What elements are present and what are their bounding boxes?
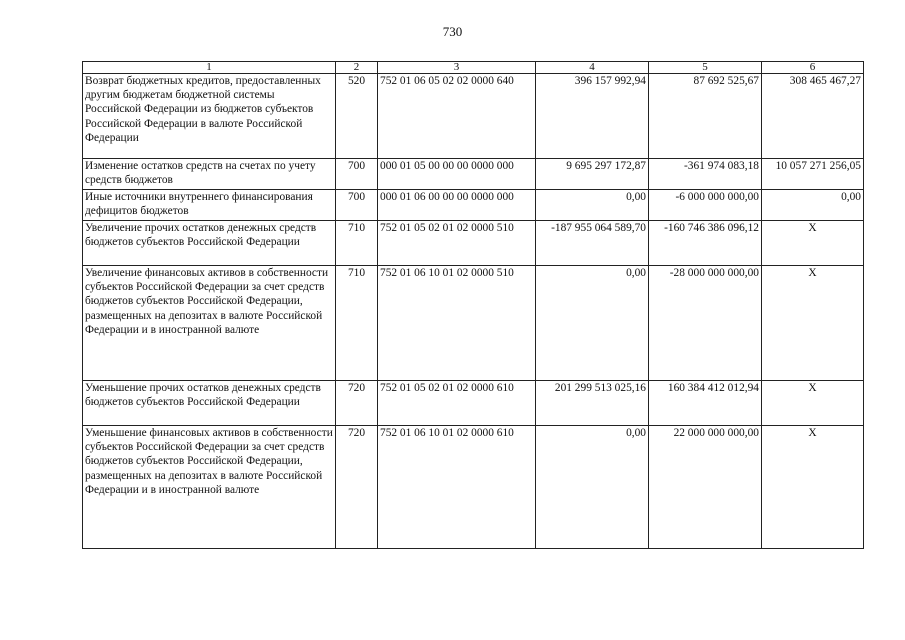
row-value-col4: 0,00	[536, 426, 649, 549]
row-value-col6: X	[762, 221, 864, 266]
row-classification-code: 752 01 05 02 01 02 0000 510	[378, 221, 536, 266]
table-row	[83, 190, 864, 221]
row-description: Увеличение финансовых активов в собственности субъектов Российской Федерации за счет средств бюджетов субъектов Российской Федерации, размещенных на депозитах в валюте Российской Федерации и в иностранной валюте	[83, 266, 336, 381]
row-line-code: 700	[336, 190, 378, 221]
row-value-col6: 0,00	[762, 190, 864, 221]
row-value-col4: 0,00	[536, 190, 649, 221]
column-header-5: 5	[649, 62, 762, 74]
header-row	[83, 62, 864, 74]
row-value-col4: 201 299 513 025,16	[536, 381, 649, 426]
row-classification-code: 000 01 06 00 00 00 0000 000	[378, 190, 536, 221]
row-value-col5: 22 000 000 000,00	[649, 426, 762, 549]
row-description: Увеличение прочих остатков денежных средств бюджетов субъектов Российской Федерации	[83, 221, 336, 266]
column-header-2: 2	[336, 62, 378, 74]
row-classification-code: 752 01 06 10 01 02 0000 610	[378, 426, 536, 549]
row-value-col5: -6 000 000 000,00	[649, 190, 762, 221]
row-line-code: 520	[336, 74, 378, 159]
row-description: Уменьшение прочих остатков денежных средств бюджетов субъектов Российской Федерации	[83, 381, 336, 426]
row-description: Уменьшение финансовых активов в собственности субъектов Российской Федерации за счет средств бюджетов субъектов Российской Федерации, размещенных на депозитах в валюте Российской Федерации и в иностранной валюте	[83, 426, 336, 549]
column-header-3: 3	[378, 62, 536, 74]
row-line-code: 710	[336, 266, 378, 381]
column-header-1: 1	[83, 62, 336, 74]
table-row	[83, 381, 864, 426]
table-row	[83, 266, 864, 381]
row-value-col5: -28 000 000 000,00	[649, 266, 762, 381]
row-classification-code: 752 01 06 05 02 02 0000 640	[378, 74, 536, 159]
row-value-col5: 87 692 525,67	[649, 74, 762, 159]
row-value-col6: 10 057 271 256,05	[762, 159, 864, 190]
row-classification-code: 752 01 06 10 01 02 0000 510	[378, 266, 536, 381]
table-row	[83, 426, 864, 549]
row-value-col4: 396 157 992,94	[536, 74, 649, 159]
budget-sources-table	[82, 61, 864, 549]
row-description: Возврат бюджетных кредитов, предоставленных другим бюджетам бюджетной системы Российской Федерации из бюджетов субъектов Российской Федерации в валюте Российской Федерации	[83, 74, 336, 159]
row-line-code: 720	[336, 426, 378, 549]
row-value-col6: X	[762, 266, 864, 381]
row-value-col5: -361 974 083,18	[649, 159, 762, 190]
row-description: Изменение остатков средств на счетах по учету средств бюджетов	[83, 159, 336, 190]
table-row	[83, 221, 864, 266]
row-description: Иные источники внутреннего финансирования дефицитов бюджетов	[83, 190, 336, 221]
row-value-col4: -187 955 064 589,70	[536, 221, 649, 266]
page-number: 730	[442, 24, 463, 39]
row-classification-code: 752 01 05 02 01 02 0000 610	[378, 381, 536, 426]
row-value-col4: 9 695 297 172,87	[536, 159, 649, 190]
row-line-code: 710	[336, 221, 378, 266]
column-header-6: 6	[762, 62, 864, 74]
row-value-col4: 0,00	[536, 266, 649, 381]
row-line-code: 720	[336, 381, 378, 426]
row-value-col6: X	[762, 381, 864, 426]
row-value-col6: 308 465 467,27	[762, 74, 864, 159]
row-value-col6: X	[762, 426, 864, 549]
table-row	[83, 159, 864, 190]
column-header-4: 4	[536, 62, 649, 74]
row-value-col5: 160 384 412 012,94	[649, 381, 762, 426]
row-line-code: 700	[336, 159, 378, 190]
row-value-col5: -160 746 386 096,12	[649, 221, 762, 266]
table-row	[83, 74, 864, 159]
row-classification-code: 000 01 05 00 00 00 0000 000	[378, 159, 536, 190]
